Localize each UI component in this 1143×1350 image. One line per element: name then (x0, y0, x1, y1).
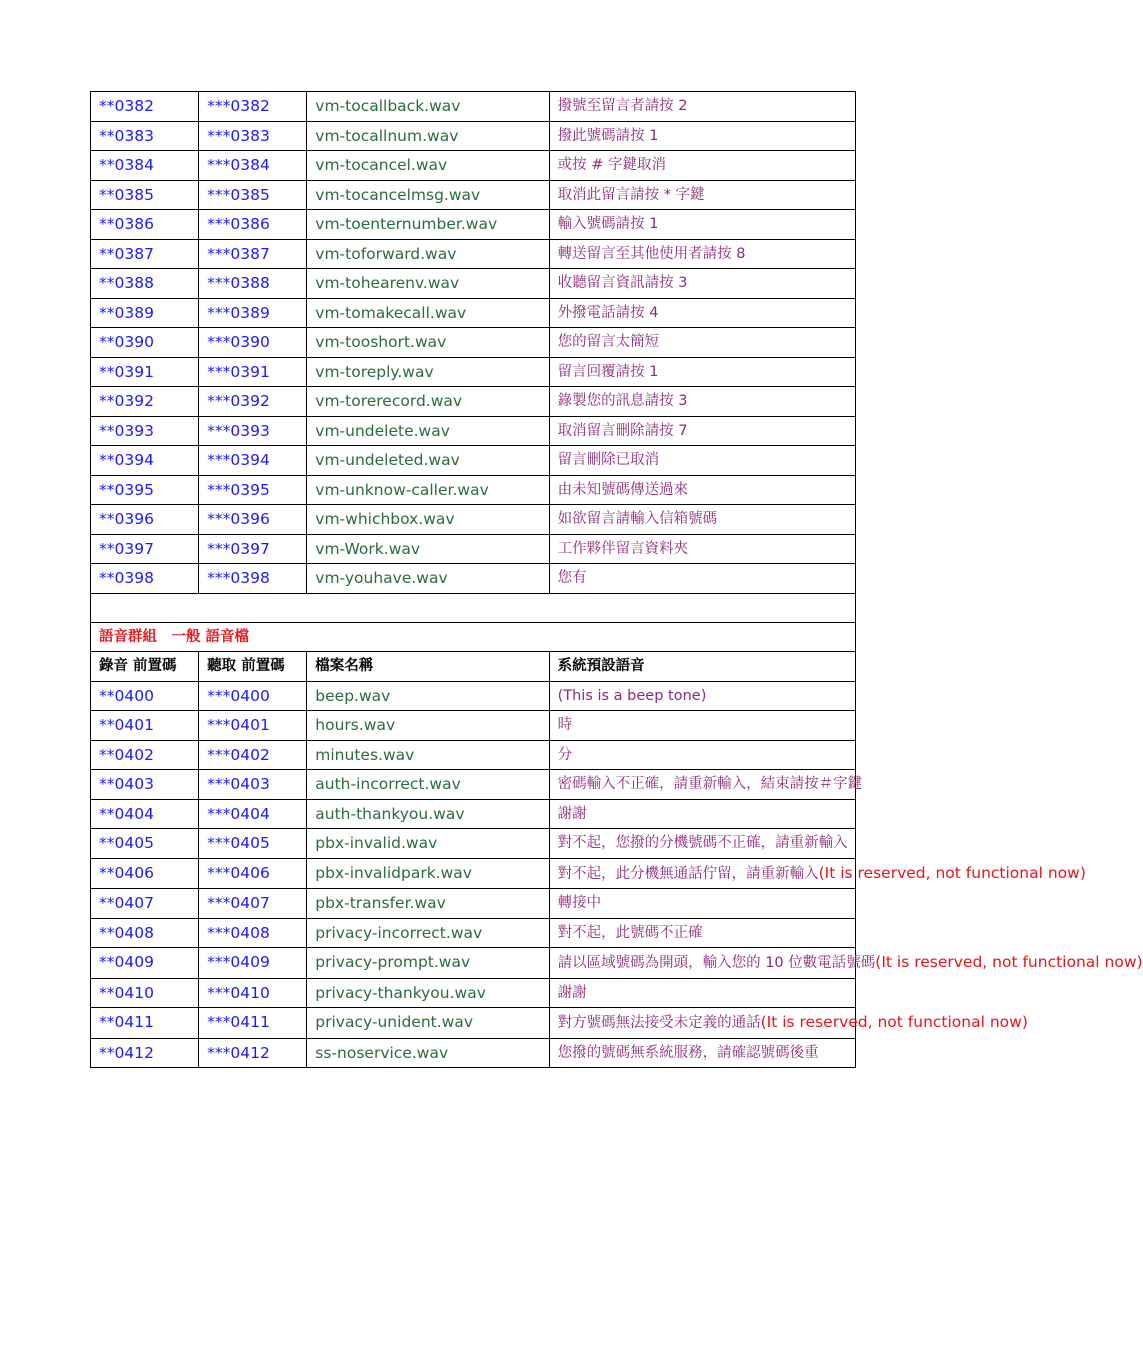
spacer-row (91, 593, 856, 622)
play-prefix: ***0387 (199, 239, 307, 269)
file-name: minutes.wav (307, 740, 549, 770)
voice-text: 謝謝 (557, 984, 587, 1001)
record-prefix: **0391 (91, 357, 199, 387)
default-voice (549, 121, 855, 151)
play-prefix: ***0394 (199, 446, 307, 476)
table-row (91, 829, 856, 859)
record-prefix: **0389 (91, 298, 199, 328)
table-section-general (91, 593, 856, 681)
voice-text: 外撥電話請按 4 (557, 304, 659, 321)
default-voice (549, 357, 855, 387)
voice-text: 時 (557, 717, 573, 733)
voice-text: 留言刪除已取消 (557, 452, 660, 468)
table-section-vm (91, 92, 856, 594)
file-name: ss-noservice.wav (307, 1038, 549, 1068)
record-prefix: **0402 (91, 740, 199, 770)
default-voice (549, 1038, 855, 1068)
play-prefix: ***0389 (199, 298, 307, 328)
table-row (91, 446, 856, 476)
default-voice (549, 387, 855, 417)
table-row (91, 121, 856, 151)
default-voice (549, 416, 855, 446)
voice-text: 撥此號碼請按 1 (557, 127, 659, 144)
record-prefix: **0395 (91, 475, 199, 505)
file-name: pbx-invalidpark.wav (307, 858, 549, 889)
voice-text: 密碼輸入不正確，請重新輸入，結束請按＃字鍵 (557, 776, 863, 792)
play-prefix: ***0412 (199, 1038, 307, 1068)
voice-prompt-table (90, 91, 1143, 1068)
default-voice (549, 740, 855, 770)
reserved-note: (It is reserved, not functional now) (760, 1013, 1028, 1031)
play-prefix: ***0392 (199, 387, 307, 417)
record-prefix: **0403 (91, 770, 199, 800)
default-voice (549, 269, 855, 299)
table-row (91, 475, 856, 505)
header-default-voice: 系統預設語音 (549, 652, 855, 682)
default-voice (549, 799, 855, 829)
voice-text: 分 (557, 746, 573, 763)
record-prefix: **0410 (91, 978, 199, 1008)
file-name: vm-torerecord.wav (307, 387, 549, 417)
file-name: vm-tocancel.wav (307, 151, 549, 181)
file-name: vm-toenternumber.wav (307, 210, 549, 240)
voice-text: 工作夥伴留言資料夾 (557, 540, 689, 557)
play-prefix: ***0386 (199, 210, 307, 240)
play-prefix: ***0411 (199, 1008, 307, 1039)
default-voice (549, 711, 855, 741)
default-voice (549, 475, 855, 505)
play-prefix: ***0388 (199, 269, 307, 299)
file-name: auth-thankyou.wav (307, 799, 549, 829)
group-title-row (91, 622, 856, 652)
record-prefix: **0400 (91, 681, 199, 711)
file-name: vm-toforward.wav (307, 239, 549, 269)
default-voice (549, 889, 855, 919)
play-prefix: ***0407 (199, 889, 307, 919)
file-name: privacy-thankyou.wav (307, 978, 549, 1008)
voice-text: 取消留言刪除請按 7 (557, 422, 688, 439)
record-prefix: **0386 (91, 210, 199, 240)
table-row (91, 1008, 856, 1039)
record-prefix: **0396 (91, 505, 199, 535)
file-name: vm-Work.wav (307, 534, 549, 564)
file-name: pbx-transfer.wav (307, 889, 549, 919)
voice-text: 或按 # 字鍵取消 (557, 157, 666, 173)
record-prefix: **0401 (91, 711, 199, 741)
default-voice (549, 92, 855, 122)
file-name: vm-toreply.wav (307, 357, 549, 387)
table-row (91, 978, 856, 1008)
table-row (91, 534, 856, 564)
record-prefix: **0392 (91, 387, 199, 417)
table-row (91, 505, 856, 535)
header-record-prefix: 錄音 前置碼 (91, 652, 199, 682)
play-prefix: ***0393 (199, 416, 307, 446)
record-prefix: **0407 (91, 889, 199, 919)
default-voice (549, 298, 855, 328)
file-name: vm-tohearenv.wav (307, 269, 549, 299)
default-voice (549, 446, 855, 476)
table-row (91, 269, 856, 299)
file-name: hours.wav (307, 711, 549, 741)
record-prefix: **0404 (91, 799, 199, 829)
default-voice (549, 681, 855, 711)
record-prefix: **0384 (91, 151, 199, 181)
file-name: pbx-invalid.wav (307, 829, 549, 859)
play-prefix: ***0390 (199, 328, 307, 358)
record-prefix: **0409 (91, 948, 199, 979)
play-prefix: ***0409 (199, 948, 307, 979)
play-prefix: ***0391 (199, 357, 307, 387)
record-prefix: **0387 (91, 239, 199, 269)
table-row (91, 1038, 856, 1068)
file-name: vm-youhave.wav (307, 564, 549, 594)
record-prefix: **0383 (91, 121, 199, 151)
table-row (91, 298, 856, 328)
file-name: beep.wav (307, 681, 549, 711)
table-row (91, 858, 856, 889)
table-row (91, 210, 856, 240)
table-row (91, 357, 856, 387)
record-prefix: **0412 (91, 1038, 199, 1068)
voice-text: 對不起，此分機無通話佇留，請重新輸入 (557, 865, 819, 882)
voice-text: 取消此留言請按 * 字鍵 (557, 186, 705, 203)
play-prefix: ***0397 (199, 534, 307, 564)
voice-text: 對不起，您撥的分機號碼不正確，請重新輸入 (557, 835, 848, 851)
reserved-note: (It is reserved, not functional now) (875, 953, 1143, 971)
play-prefix: ***0403 (199, 770, 307, 800)
voice-text: 您有 (557, 570, 587, 586)
play-prefix: ***0396 (199, 505, 307, 535)
table-row (91, 151, 856, 181)
play-prefix: ***0385 (199, 180, 307, 210)
table-row (91, 889, 856, 919)
default-voice (549, 328, 855, 358)
file-name: privacy-incorrect.wav (307, 918, 549, 948)
default-voice (549, 239, 855, 269)
record-prefix: **0405 (91, 829, 199, 859)
table-section-general-rows (91, 681, 1143, 1068)
voice-text: 留言回覆請按 1 (557, 363, 659, 380)
file-name: privacy-prompt.wav (307, 948, 549, 979)
voice-text: 如欲留言請輸入信箱號碼 (557, 511, 718, 527)
play-prefix: ***0401 (199, 711, 307, 741)
header-play-prefix: 聽取 前置碼 (199, 652, 307, 682)
default-voice (549, 180, 855, 210)
file-name: vm-unknow-caller.wav (307, 475, 549, 505)
default-voice (549, 210, 855, 240)
record-prefix: **0382 (91, 92, 199, 122)
file-name: vm-whichbox.wav (307, 505, 549, 535)
voice-text: 謝謝 (557, 805, 587, 822)
default-voice (549, 151, 855, 181)
table-row (91, 416, 856, 446)
play-prefix: ***0395 (199, 475, 307, 505)
table-row (91, 681, 856, 711)
file-name: vm-tocallback.wav (307, 92, 549, 122)
voice-text: 您的留言太簡短 (557, 334, 660, 350)
play-prefix: ***0384 (199, 151, 307, 181)
play-prefix: ***0402 (199, 740, 307, 770)
play-prefix: ***0398 (199, 564, 307, 594)
default-voice (549, 505, 855, 535)
record-prefix: **0393 (91, 416, 199, 446)
default-voice (549, 770, 863, 800)
header-file-name: 檔案名稱 (307, 652, 549, 682)
header-row (91, 652, 856, 682)
default-voice (549, 858, 1086, 889)
table-row (91, 770, 856, 800)
play-prefix: ***0406 (199, 858, 307, 889)
play-prefix: ***0400 (199, 681, 307, 711)
table-row (91, 918, 856, 948)
voice-text: 您撥的號碼無系統服務，請確認號碼後重 (557, 1044, 819, 1061)
play-prefix: ***0382 (199, 92, 307, 122)
table-row (91, 740, 856, 770)
record-prefix: **0390 (91, 328, 199, 358)
voice-text: 撥號至留言者請按 2 (557, 98, 688, 114)
table-row (91, 799, 856, 829)
voice-text: 由未知號碼傳送過來 (557, 481, 689, 498)
default-voice (549, 564, 855, 594)
table-row (91, 180, 856, 210)
voice-text: 輸入號碼請按 1 (557, 216, 659, 232)
voice-text: 錄製您的訊息請按 3 (557, 393, 688, 409)
play-prefix: ***0404 (199, 799, 307, 829)
record-prefix: **0394 (91, 446, 199, 476)
table-row (91, 387, 856, 417)
play-prefix: ***0410 (199, 978, 307, 1008)
default-voice (549, 918, 855, 948)
play-prefix: ***0405 (199, 829, 307, 859)
file-name: vm-tocallnum.wav (307, 121, 549, 151)
table-row (91, 328, 856, 358)
file-name: vm-tooshort.wav (307, 328, 549, 358)
file-name: auth-incorrect.wav (307, 770, 549, 800)
file-name: vm-tocancelmsg.wav (307, 180, 549, 210)
record-prefix: **0411 (91, 1008, 199, 1039)
record-prefix: **0397 (91, 534, 199, 564)
record-prefix: **0406 (91, 858, 199, 889)
table-row (91, 239, 856, 269)
default-voice (549, 978, 855, 1008)
table-row (91, 948, 856, 979)
record-prefix: **0388 (91, 269, 199, 299)
default-voice (549, 1008, 1028, 1039)
play-prefix: ***0408 (199, 918, 307, 948)
voice-text: 請以區域號碼為開頭，輸入您的 10 位數電話號碼 (557, 955, 876, 971)
record-prefix: **0398 (91, 564, 199, 594)
file-name: vm-tomakecall.wav (307, 298, 549, 328)
record-prefix: **0385 (91, 180, 199, 210)
table-row (91, 564, 856, 594)
table-row (91, 92, 856, 122)
file-name: privacy-unident.wav (307, 1008, 549, 1039)
file-name: vm-undeleted.wav (307, 446, 549, 476)
voice-text: 轉接中 (557, 895, 602, 911)
play-prefix: ***0383 (199, 121, 307, 151)
default-voice (549, 534, 855, 564)
voice-text: 對方號碼無法接受未定義的通話 (557, 1015, 761, 1031)
group-title: 語音群組 一般 語音檔 (91, 622, 856, 652)
voice-text: 對不起，此號碼不正確 (557, 924, 703, 941)
default-voice (549, 948, 1143, 979)
voice-text: 轉送留言至其他使用者請按 8 (557, 245, 746, 262)
record-prefix: **0408 (91, 918, 199, 948)
reserved-note: (It is reserved, not functional now) (818, 863, 1086, 882)
voice-text: (This is a beep tone) (557, 687, 707, 704)
file-name: vm-undelete.wav (307, 416, 549, 446)
table-row (91, 711, 856, 741)
default-voice (549, 829, 855, 859)
voice-text: 收聽留言資訊請按 3 (557, 275, 688, 291)
